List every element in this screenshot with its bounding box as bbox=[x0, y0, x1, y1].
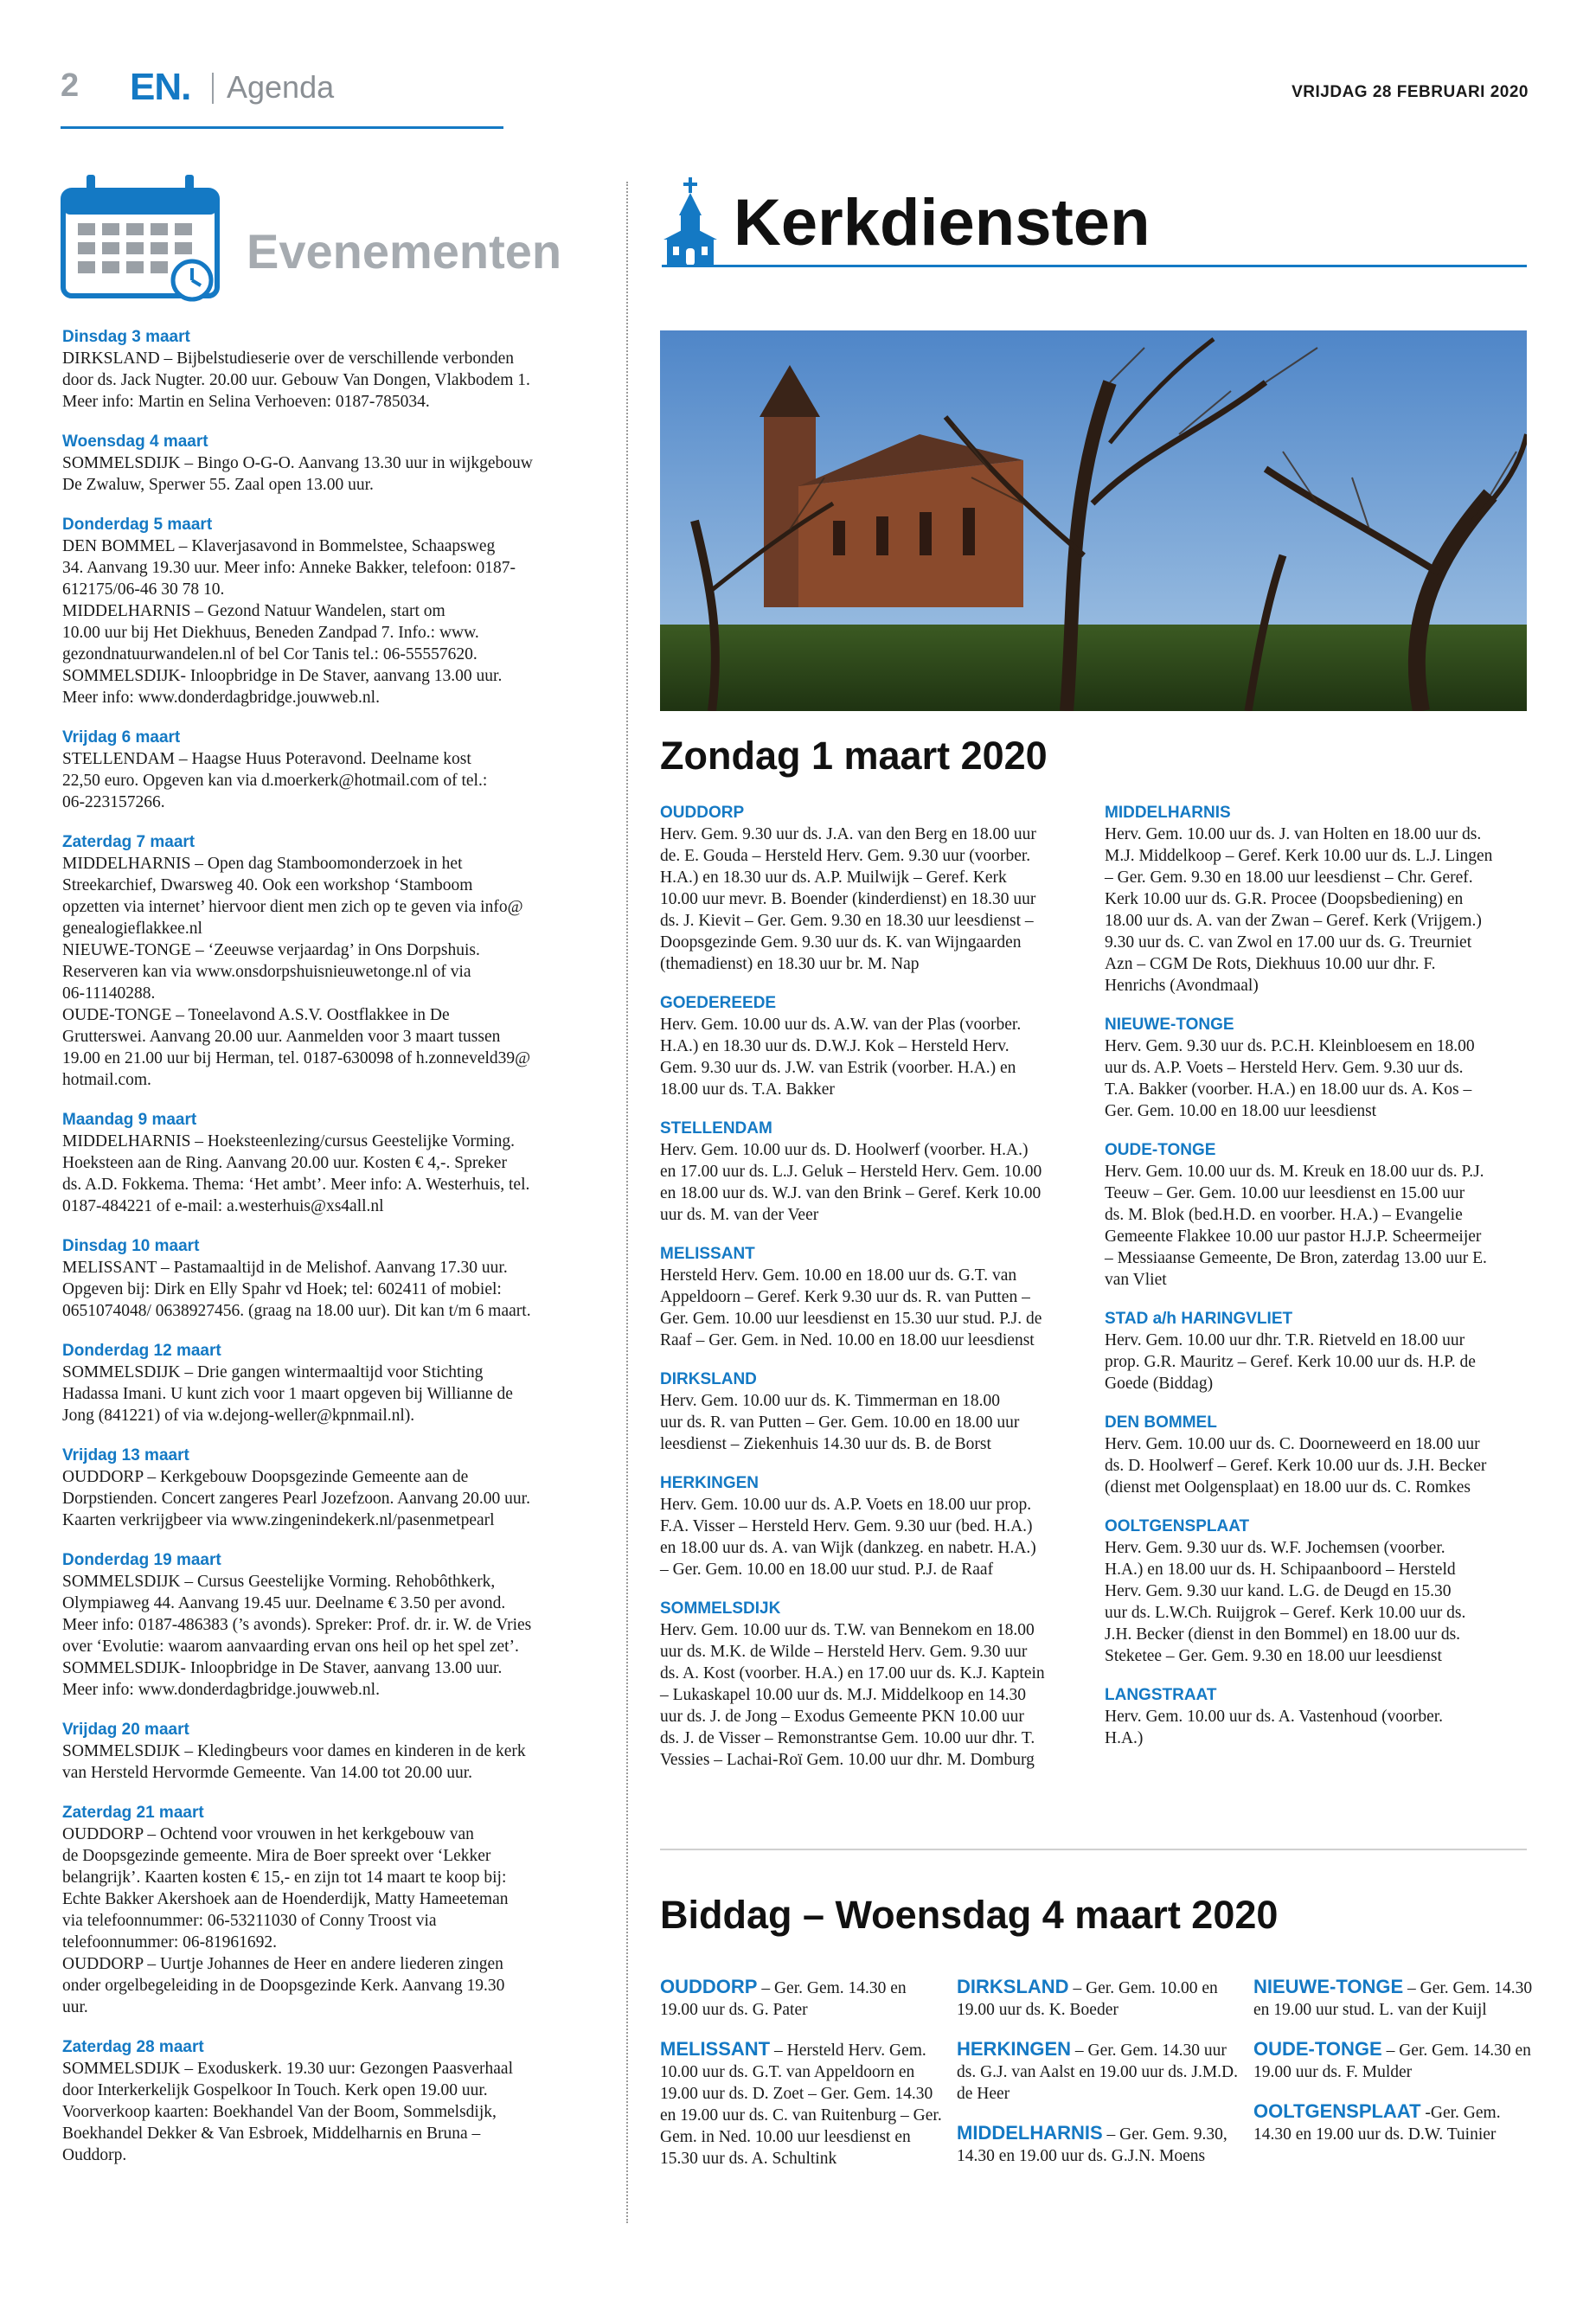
service-place: OUDE-TONGE bbox=[1105, 1141, 1216, 1159]
service-text: Herv. Gem. 10.00 uur ds. M. Kreuk en 18.00 uur ds. P.J. Teeuw – Ger. Gem. 10.00 uur leesdienst en 15.00 uur ds. M. Blok (bed.H.D. en voorber. H.A.) – Evangelie Gemeente Flakkee 10.00 uur pastor H.J.P. Scheermeijer – Messiaanse Gemeente, De Bron, zaterdag 13.00 uur E. van Vliet bbox=[1105, 1163, 1487, 1289]
biddag-place: OUDDORP bbox=[660, 1976, 758, 1997]
event-item bbox=[62, 1550, 599, 1701]
service-entry bbox=[1105, 803, 1529, 997]
service-place: OOLTGENSPLAAT bbox=[1105, 1517, 1250, 1535]
service-text: Hersteld Herv. Gem. 10.00 en 18.00 uur ds. G.T. van Appeldoorn – Geref. Kerk 9.30 uur ds. R. van Putten – Ger. Gem. 10.00 uur leesdienst en 15.30 uur stud. P.J. de Raaf – Ger. Gem. in Ned. 10.00 en 18.00 uur leesdienst bbox=[660, 1266, 1042, 1349]
service-text: Herv. Gem. 10.00 uur ds. K. Timmerman en 18.00 uur ds. R. van Putten – Ger. Gem. 10.00 en 18.00 uur leesdienst – Ziekenhuis 14.30 uur ds. B. de Borst bbox=[660, 1392, 1020, 1453]
service-text: Herv. Gem. 10.00 uur ds. T.W. van Bennekom en 18.00 uur ds. M.K. de Wilde – Hersteld Herv. Gem. 9.30 uur ds. A. Kost (voorber. H.A.) en 17.00 uur ds. K.J. Kaptein – Lukaskapel 10.00 uur ds. M.J. Middelkoop en 14.30 uur ds. J. de Jong – Exodus Gemeente PKN 10.00 uur ds. J. de Visser – Remonstrantse Gem. 10.00 uur dhr. T. Vessies – Lachai-Roï Gem. 10.00 uur dhr. M. Domburg bbox=[660, 1621, 1045, 1769]
service-entry bbox=[1105, 1140, 1529, 1291]
biddag-entry bbox=[957, 2038, 1242, 2105]
biddag-place: MIDDELHARNIS bbox=[957, 2122, 1103, 2144]
event-item bbox=[62, 1341, 599, 1426]
event-date: Donderdag 19 maart bbox=[62, 1551, 221, 1569]
biddag-entry bbox=[660, 2038, 945, 2170]
biddag-place: NIEUWE-TONGE bbox=[1253, 1976, 1404, 1997]
service-place: GOEDEREEDE bbox=[660, 994, 777, 1012]
event-date: Donderdag 12 maart bbox=[62, 1342, 221, 1360]
biddag-entry bbox=[1253, 2038, 1539, 2083]
service-place: SOMMELSDIJK bbox=[660, 1599, 781, 1618]
event-date: Vrijdag 6 maart bbox=[62, 728, 181, 747]
service-text: Herv. Gem. 10.00 uur ds. A.W. van der Plas (voorber. H.A.) en 18.30 uur ds. D.W.J. Kok – Hersteld Herv. Gem. 9.30 uur ds. J.W. van Estrik (voorber. H.A.) en 18.00 uur ds. T.A. Bakker bbox=[660, 1016, 1022, 1099]
column-divider bbox=[626, 182, 628, 2223]
event-item bbox=[62, 727, 599, 813]
service-place: LANGSTRAAT bbox=[1105, 1686, 1217, 1704]
event-date: Maandag 9 maart bbox=[62, 1111, 197, 1129]
biddag-text: – Ger. Gem. 14.30 en 19.00 uur stud. L. van der Kuijl bbox=[1253, 1979, 1533, 2019]
event-text: SOMMELSDIJK – Bingo O-G-O. Aanvang 13.30 uur in wijkgebouw De Zwaluw, Sperwer 55. Zaal open 13.00 uur. bbox=[62, 454, 533, 494]
biddag-entry bbox=[957, 2122, 1242, 2167]
event-date: Dinsdag 10 maart bbox=[62, 1237, 200, 1255]
biddag-column-2 bbox=[957, 1976, 1242, 2184]
service-text: Herv. Gem. 10.00 uur ds. J. van Holten en 18.00 uur ds. M.J. Middelkoop – Geref. Kerk 10.00 uur ds. L.J. Lingen – Ger. Gem. 9.30 en 18.00 uur leesdienst – Chr. Geref. Kerk 10.00 uur ds. G.R. Procee (Doopsbediening) en 18.00 uur ds. A. van der Zwan – Geref. Kerk (Vrijgem.) 9.30 uur ds. C. van Zwol en 17.00 uur ds. G. Treurniet Azn – CGM De Rots, Diekhuus 10.00 uur dhr. F. Henrichs (Avondmaal) bbox=[1105, 825, 1493, 995]
event-item bbox=[62, 327, 599, 413]
event-text: OUDDORP – Ochtend voor vrouwen in het kerkgebouw van de Doopsgezinde gemeente. Mira de Boer spreekt over ‘Lekker belangrijk’. Kaarten kosten € 15,- en zijn tot 14 maart te koop bij: Echte Bakker Akershoek aan de Hoenderdijk, Matty Hameeteman via telefoonnummer: 06-53211030 of Conny Troost via telefoonnummer: 06-81961692. OUDDORP – Uurtje Johannes de Heer en andere liederen zingen onder orgelbegeleiding in de Doopsgezinde Kerk. Aanvang 19.30 uur. bbox=[62, 1825, 509, 2016]
biddag-column-1 bbox=[660, 1976, 945, 2187]
event-item bbox=[62, 1236, 599, 1322]
service-entry bbox=[1105, 1309, 1529, 1394]
event-text: SOMMELSDIJK – Exoduskerk. 19.30 uur: Gezongen Paasverhaal door Interkerkelijk Gospelkoor In Touch. Kerk open 19.00 uur. Voorverkoop kaarten: Boekhandel Van der Boom, Sommelsdijk, Boekhandel Dekker & Van Esbroek, Middelharnis en Bruna – Ouddorp. bbox=[62, 2060, 513, 2164]
event-text: MIDDELHARNIS – Hoeksteenlezing/cursus Geestelijke Vorming. Hoeksteen aan de Ring. Aanvang 20.00 uur. Kosten € 4,-. Spreker ds. A.D. Fokkema. Thema: ‘Het ambt’. Meer info: A. Westerhuis, tel. 0187-484221 of e-mail: a.westerhuis@xs4all.nl bbox=[62, 1132, 530, 1215]
event-text: STELLENDAM – Haagse Huus Poteravond. Deelname kost 22,50 euro. Opgeven kan via d.moerkerk@hotmail.com of tel.: 06-223157266. bbox=[62, 750, 488, 811]
kerkdiensten-title: Kerkdiensten bbox=[734, 186, 1151, 260]
biddag-text: – Hersteld Herv. Gem. 10.00 uur ds. G.T. van Appeldoorn en 19.00 uur ds. D. Zoet – Ger. Gem. 14.30 en 19.00 uur ds. C. van Ruitenburg – Ger. Gem. in Ned. 10.00 uur leesdienst en 15.30 uur ds. A. Schultink bbox=[660, 2041, 942, 2168]
event-text: OUDDORP – Kerkgebouw Doopsgezinde Gemeente aan de Dorpstienden. Concert zangeres Pearl Jozefzoon. Aanvang 20.00 uur. Kaarten verkrijgbeer via www.zingenindekerk.nl/pasenmetpearl bbox=[62, 1468, 530, 1529]
service-place: HERKINGEN bbox=[660, 1474, 760, 1492]
biddag-entry bbox=[1253, 1976, 1539, 2021]
service-place: STAD a/h HARINGVLIET bbox=[1105, 1310, 1293, 1328]
service-text: Herv. Gem. 10.00 uur ds. C. Doorneweerd en 18.00 uur ds. D. Hoolwerf – Geref. Kerk 10.00 uur ds. J.H. Becker (dienst met Oolgensplaat) en 18.00 uur ds. C. Romkes bbox=[1105, 1435, 1487, 1497]
event-text: SOMMELSDIJK – Drie gangen wintermaaltijd voor Stichting Hadassa Imani. U kunt zich voor 1 maart opgeven bij Willianne de Jong (841221) of via w.dejong-weller@kpnmail.nl). bbox=[62, 1363, 513, 1425]
service-entry bbox=[660, 1118, 1084, 1226]
biddag-place: MELISSANT bbox=[660, 2038, 771, 2060]
service-text: Herv. Gem. 10.00 uur ds. A.P. Voets en 18.00 uur prop. F.A. Visser – Hersteld Herv. Gem. 9.30 uur (bed. H.A.) en 18.00 uur ds. A. van Wijk (dankzeg. en nabetr. H.A.) – Ger. Gem. 10.00 en 18.00 uur stud. P.J. de Raaf bbox=[660, 1496, 1036, 1579]
service-place: STELLENDAM bbox=[660, 1119, 772, 1138]
event-text: MIDDELHARNIS – Open dag Stamboomonderzoek in het Streekarchief, Dwarsweg 40. Ook een workshop ‘Stamboom opzetten via internet’ hiervoor dient men zich op te geven via info@ genealogieflakkee.nl NIEUWE-TONGE – ‘Zeeuwse verjaardag’ in Ons Dorpshuis. Reserveren kan via www.onsdorpshuisnieuwetonge.nl of via 06-11140288. OUDE-TONGE – Toneelavond A.S.V. Oostflakkee in De Grutterswei. Aanvang 20.00 uur. Aanmelden voor 3 maart tussen 19.00 en 21.00 uur bij Herman, tel. 0187-630098 of h.zonneveld39@ hotmail.com. bbox=[62, 855, 531, 1089]
service-place: OUDDORP bbox=[660, 804, 745, 822]
service-text: Herv. Gem. 10.00 uur ds. D. Hoolwerf (voorber. H.A.) en 17.00 uur ds. L.J. Geluk – Hersteld Herv. Gem. 10.00 en 18.00 uur ds. W.J. van den Brink – Geref. Kerk 10.00 uur ds. M. van der Veer bbox=[660, 1141, 1042, 1224]
event-item bbox=[62, 832, 599, 1091]
biddag-entry bbox=[957, 1976, 1242, 2021]
event-item bbox=[62, 1720, 599, 1784]
kerkdiensten-rule bbox=[662, 265, 1527, 267]
event-item bbox=[62, 1110, 599, 1217]
event-date: Vrijdag 13 maart bbox=[62, 1446, 189, 1465]
event-date: Woensdag 4 maart bbox=[62, 433, 208, 451]
event-item bbox=[62, 432, 599, 496]
service-entry bbox=[1105, 1413, 1529, 1498]
biddag-entry bbox=[660, 1976, 945, 2021]
biddag-text: – Ger. Gem. 10.00 en 19.00 uur ds. K. Boeder bbox=[957, 1979, 1218, 2019]
service-text: Herv. Gem. 10.00 uur dhr. T.R. Rietveld en 18.00 uur prop. G.R. Mauritz – Geref. Kerk 10.00 uur ds. H.P. de Goede (Biddag) bbox=[1105, 1331, 1476, 1393]
page-number: 2 bbox=[61, 67, 80, 104]
event-text: SOMMELSDIJK – Kledingbeurs voor dames en kinderen in de kerk van Hersteld Hervormde Gemeente. Van 14.00 tot 20.00 uur. bbox=[62, 1742, 526, 1782]
event-text: DEN BOMMEL – Klaverjasavond in Bommelstee, Schaapsweg 34. Aanvang 19.30 uur. Meer info: Anneke Bakker, telefoon: 0187- 612175/06-46 30 78 10. MIDDELHARNIS – Gezond Natuur Wandelen, start om 10.00 uur bij Het Diekhuus, Beneden Zandpad 7. Info.: www. gezondnatuurwandelen.nl of bel Cor Tanis tel.: 06-55557620. SOMMELSDIJK- Inloopbridge in De Staver, aanvang 13.00 uur. Meer info: www.donderdagbridge.jouwweb.nl. bbox=[62, 537, 516, 707]
event-item bbox=[62, 1803, 599, 2018]
section-name: Agenda bbox=[227, 69, 335, 105]
biddag-place: HERKINGEN bbox=[957, 2038, 1072, 2060]
service-entry bbox=[660, 1599, 1084, 1771]
event-date: Zaterdag 21 maart bbox=[62, 1804, 204, 1822]
service-place: DEN BOMMEL bbox=[1105, 1413, 1217, 1432]
event-date: Vrijdag 20 maart bbox=[62, 1721, 189, 1739]
event-text: DIRKSLAND – Bijbelstudieserie over de verschillende verbonden door ds. Jack Nugter. 20.00 uur. Gebouw Van Dongen, Vlakbodem 1. Meer info: Martin en Selina Verhoeven: 0187-785034. bbox=[62, 349, 530, 411]
church-photo bbox=[660, 330, 1527, 711]
biddag-title: Biddag – Woensdag 4 maart 2020 bbox=[660, 1893, 1279, 1937]
service-place: MELISSANT bbox=[660, 1245, 755, 1263]
events-list bbox=[62, 327, 599, 2185]
header-rule bbox=[61, 126, 503, 129]
service-place: DIRKSLAND bbox=[660, 1370, 757, 1388]
biddag-column-3 bbox=[1253, 1976, 1539, 2163]
church-icon bbox=[662, 177, 719, 267]
service-text: Herv. Gem. 10.00 uur ds. A. Vastenhoud (voorber. H.A.) bbox=[1105, 1708, 1444, 1747]
service-place: NIEUWE-TONGE bbox=[1105, 1016, 1234, 1034]
service-entry bbox=[1105, 1516, 1529, 1667]
calendar-clock-icon bbox=[61, 173, 225, 303]
event-item bbox=[62, 2037, 599, 2166]
biddag-text: -Ger. Gem. 14.30 en 19.00 uur ds. D.W. Tuinier bbox=[1253, 2104, 1501, 2144]
service-entry bbox=[1105, 1685, 1529, 1749]
event-item bbox=[62, 515, 599, 708]
biddag-text: – Ger. Gem. 14.30 en 19.00 uur ds. F. Mulder bbox=[1253, 2041, 1531, 2081]
en-logo: EN. bbox=[130, 66, 191, 108]
event-text: MELISSANT – Pastamaaltijd in de Melishof. Aanvang 17.30 uur. Opgeven bij: Dirk en Elly Spahr vd Hoek; tel: 602411 of mobiel: 0651074048/ 0638927456. (graag na 18.00 uur). Dit kan t/m 6 maart. bbox=[62, 1259, 531, 1320]
zondag-column-right bbox=[1105, 803, 1529, 1767]
header-separator bbox=[212, 73, 214, 104]
biddag-place: OUDE-TONGE bbox=[1253, 2038, 1382, 2060]
service-text: Herv. Gem. 9.30 uur ds. W.F. Jochemsen (voorber. H.A.) en 18.00 uur ds. H. Schipaanboord – Hersteld Herv. Gem. 9.30 uur kand. L.G. de Deugd en 15.30 uur ds. L.W.Ch. Ruijgrok – Geref. Kerk 10.00 uur ds. J.H. Becker (dienst in den Bommel) en 18.00 uur ds. Steketee – Ger. Gem. 9.30 en 18.00 uur leesdienst bbox=[1105, 1539, 1466, 1665]
service-entry bbox=[660, 993, 1084, 1100]
event-date: Donderdag 5 maart bbox=[62, 516, 213, 534]
service-entry bbox=[1105, 1015, 1529, 1122]
event-date: Zaterdag 28 maart bbox=[62, 2038, 204, 2056]
service-entry bbox=[660, 1369, 1084, 1455]
service-entry bbox=[660, 803, 1084, 975]
evenementen-title: Evenementen bbox=[247, 224, 562, 279]
biddag-entry bbox=[1253, 2100, 1539, 2145]
event-item bbox=[62, 1445, 599, 1531]
service-place: MIDDELHARNIS bbox=[1105, 804, 1231, 822]
service-text: Herv. Gem. 9.30 uur ds. P.C.H. Kleinbloesem en 18.00 uur ds. A.P. Voets – Hersteld Herv. Gem. 9.30 uur ds. T.A. Bakker (voorber. H.A.) en 18.00 uur ds. A. Kos – Ger. Gem. 10.00 en 18.00 uur leesdienst bbox=[1105, 1037, 1475, 1120]
section-divider bbox=[660, 1849, 1527, 1850]
event-date: Zaterdag 7 maart bbox=[62, 833, 195, 851]
issue-date: VRIJDAG 28 FEBRUARI 2020 bbox=[1292, 83, 1529, 101]
biddag-text: – Ger. Gem. 9.30, 14.30 en 19.00 uur ds. G.J.N. Moens bbox=[957, 2125, 1227, 2165]
service-entry bbox=[660, 1473, 1084, 1580]
zondag-title: Zondag 1 maart 2020 bbox=[660, 734, 1048, 778]
biddag-text: – Ger. Gem. 14.30 en 19.00 uur ds. G. Pater bbox=[660, 1979, 907, 2019]
service-text: Herv. Gem. 9.30 uur ds. J.A. van den Berg en 18.00 uur de. E. Gouda – Hersteld Herv. Gem. 9.30 uur (voorber. H.A.) en 18.30 uur ds. A.P. Muilwijk – Geref. Kerk 10.00 uur mevr. B. Boender (kinderdienst) en 18.30 uur ds. J. Kievit – Ger. Gem. 9.30 en 18.30 uur leesdienst – Doopsgezinde Gem. 9.30 uur ds. K. van Wijngaarden (themadienst) en 18.30 uur br. M. Nap bbox=[660, 825, 1036, 973]
service-entry bbox=[660, 1244, 1084, 1351]
biddag-place: OOLTGENSPLAAT bbox=[1253, 2100, 1421, 2122]
event-date: Dinsdag 3 maart bbox=[62, 328, 190, 346]
biddag-place: DIRKSLAND bbox=[957, 1976, 1069, 1997]
biddag-text: – Ger. Gem. 14.30 uur ds. G.J. van Aalst en 19.00 uur ds. J.M.D. de Heer bbox=[957, 2041, 1238, 2103]
zondag-column-left bbox=[660, 803, 1084, 1789]
event-text: SOMMELSDIJK – Cursus Geestelijke Vorming. Rehobôthkerk, Olympiaweg 44. Aanvang 19.45 uur. Deelname € 3.50 per avond. Meer info: 0187-486383 (’s avonds). Spreker: Prof. dr. ir. W. de Vries over ‘Evolutie: waarom aanvaarding ervan ons heil op het spel zet’. SOMMELSDIJK- Inloopbridge in De Staver, aanvang 13.00 uur. Meer info: www.donderdagbridge.jouwweb.nl. bbox=[62, 1573, 532, 1699]
